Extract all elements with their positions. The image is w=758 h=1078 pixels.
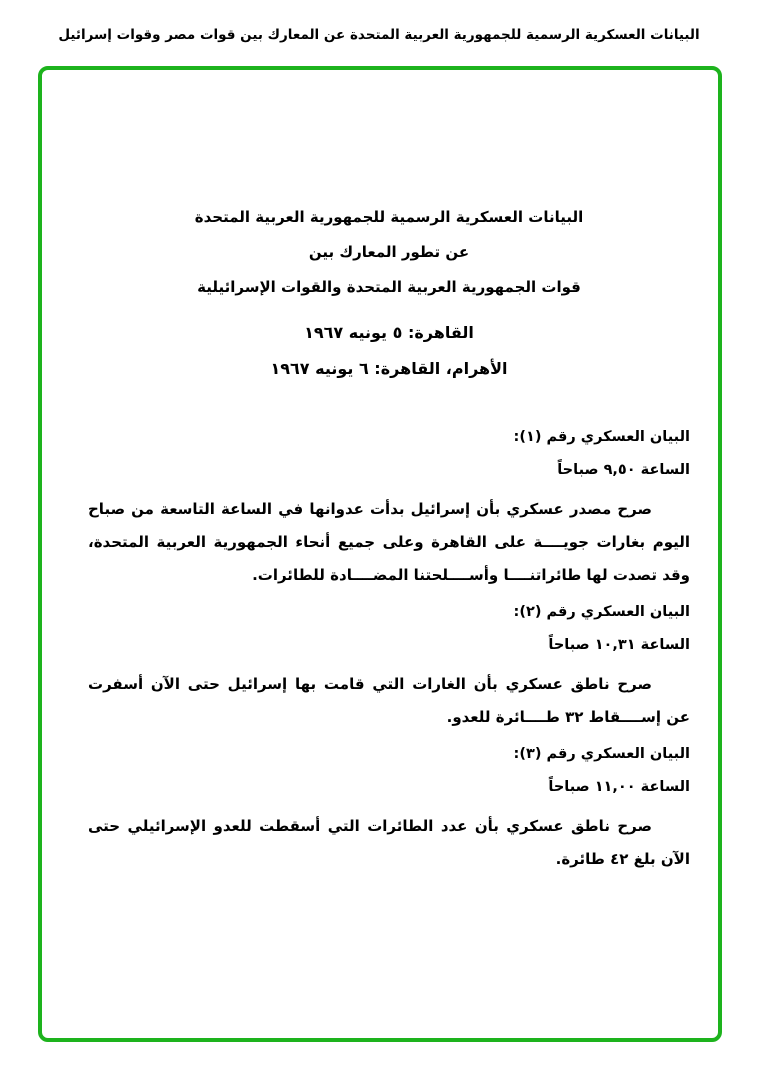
document-frame [38, 66, 722, 1042]
doc-heading-line-2: عن تطور المعارك بين [308, 243, 470, 261]
statement-2-body: صرح ناطق عسكري بأن الغارات التي قامت بها إسرائيل حتى الآن أسفرت عن إســــقاط ٣٢ طــــائرة للعدو. [88, 675, 690, 726]
statement-2-title: البيان العسكري رقم (٢): [513, 604, 690, 620]
document-body [42, 70, 718, 876]
statement-3-time: الساعة ١١,٠٠ صباحاً [548, 779, 690, 795]
statement-3-body: صرح ناطق عسكري بأن عدد الطائرات التي أسقطت للعدو الإسرائيلي حتى الآن بلغ ٤٢ طائرة. [88, 817, 690, 868]
statement-section-3 [88, 738, 690, 876]
statement-section-2 [88, 596, 690, 734]
page-header-title: البيانات العسكرية الرسمية للجمهورية العربية المتحدة عن المعارك بين قوات مصر وقوات إسرائيل [58, 27, 700, 43]
statement-section-1 [88, 421, 690, 592]
doc-heading-line-1: البيانات العسكرية الرسمية للجمهورية العربية المتحدة [194, 208, 584, 226]
doc-heading-line-3: قوات الجمهورية العربية المتحدة والقوات الإسرائيلية [197, 278, 581, 296]
statement-1-time: الساعة ٩,٥٠ صباحاً [557, 462, 690, 478]
statement-2-time: الساعة ١٠,٣١ صباحاً [548, 637, 690, 653]
doc-date-ahram: الأهرام، القاهرة: ٦ يونيه ١٩٦٧ [270, 359, 508, 378]
doc-date-cairo: القاهرة: ٥ يونيه ١٩٦٧ [304, 323, 474, 342]
statement-1-body: صرح مصدر عسكري بأن إسرائيل بدأت عدوانها في الساعة التاسعة من صباح اليوم بغارات جويــــة على القاهرة وعلى جميع أنحاء الجمهورية العربية المتحدة، وقد تصدت لها طائراتنــــا وأســــلحتنا المضــــادة للطائرات. [88, 500, 690, 584]
statement-1-title: البيان العسكري رقم (١): [513, 429, 690, 445]
statement-3-title: البيان العسكري رقم (٣): [513, 746, 690, 762]
doc-dates [88, 315, 690, 387]
